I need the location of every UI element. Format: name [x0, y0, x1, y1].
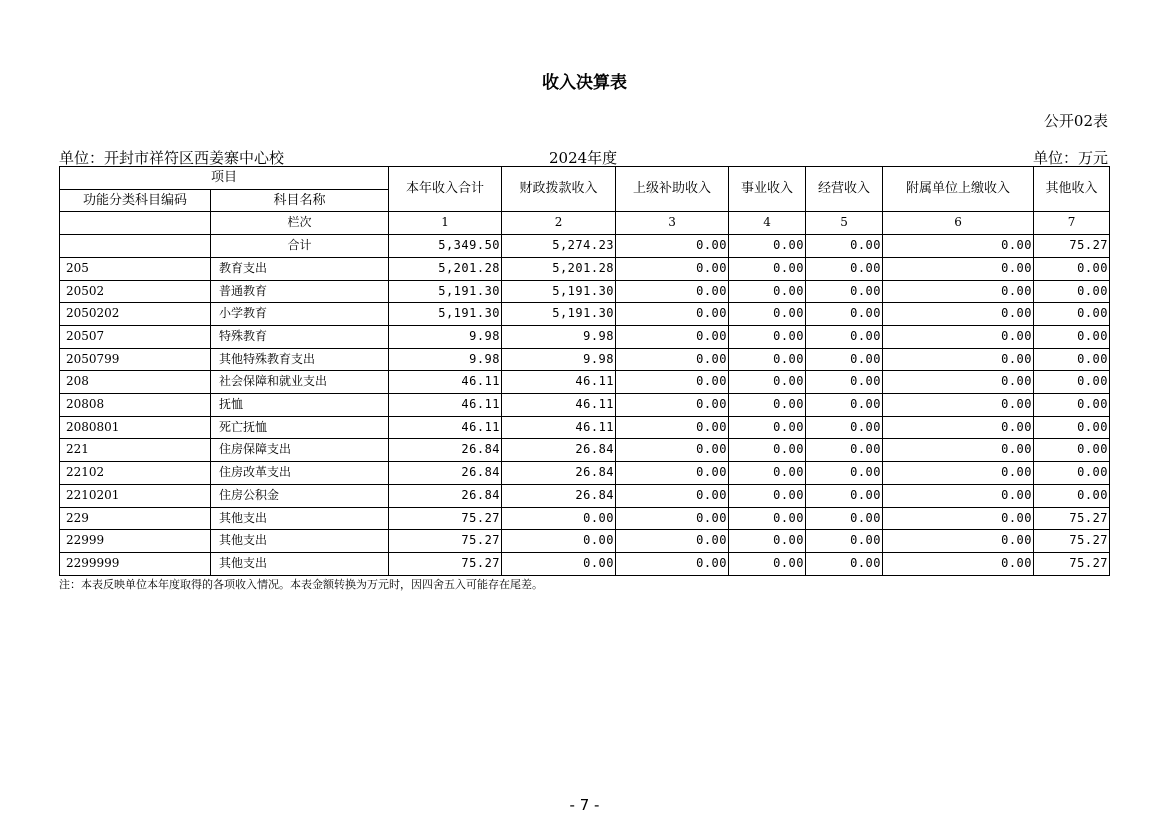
- table-row: [60, 416, 1110, 439]
- subject-name: 其他支出: [211, 507, 389, 530]
- amount-cell: 0.00: [883, 507, 1034, 530]
- amount-cell: 0.00: [806, 530, 883, 553]
- amount-cell: 0.00: [616, 257, 729, 280]
- subject-name: 社会保障和就业支出: [211, 371, 389, 394]
- amount-cell: 26.84: [389, 484, 502, 507]
- money-unit: 单位：万元: [1032, 149, 1108, 167]
- amount-cell: 0.00: [883, 439, 1034, 462]
- amount-cell: 0.00: [883, 484, 1034, 507]
- header-col-total: 本年收入合计: [389, 167, 502, 212]
- header-col-operating: 经营收入: [806, 167, 883, 212]
- column-index-row: [60, 212, 1110, 235]
- report-meta-row: [59, 147, 1108, 166]
- amount-cell: 5,274.23: [502, 235, 616, 258]
- amount-cell: 46.11: [502, 394, 616, 417]
- amount-cell: 0.00: [883, 371, 1034, 394]
- amount-cell: 0.00: [1034, 257, 1110, 280]
- subject-name: 合计: [211, 235, 389, 258]
- subject-code: 205: [60, 257, 211, 280]
- table-row: [60, 507, 1110, 530]
- amount-cell: 26.84: [502, 439, 616, 462]
- subject-name: 小学教育: [211, 303, 389, 326]
- amount-cell: 0.00: [883, 280, 1034, 303]
- header-item: 项目: [60, 167, 389, 190]
- reporting-unit: 单位：开封市祥符区西姜寨中心校: [59, 149, 285, 167]
- amount-cell: 0.00: [883, 348, 1034, 371]
- page-number: - 7 -: [569, 796, 600, 814]
- amount-cell: 26.84: [389, 462, 502, 485]
- amount-cell: 46.11: [502, 416, 616, 439]
- subject-name: 死亡抚恤: [211, 416, 389, 439]
- header-col-affiliated: 附属单位上缴收入: [883, 167, 1034, 212]
- amount-cell: 26.84: [502, 462, 616, 485]
- amount-cell: 0.00: [729, 484, 806, 507]
- amount-cell: 5,191.30: [389, 280, 502, 303]
- amount-cell: 0.00: [616, 507, 729, 530]
- subject-code: 2080801: [60, 416, 211, 439]
- column-number: 5: [806, 212, 883, 235]
- amount-cell: 0.00: [616, 303, 729, 326]
- amount-cell: 0.00: [1034, 303, 1110, 326]
- subject-code: 20808: [60, 394, 211, 417]
- amount-cell: 46.11: [389, 371, 502, 394]
- amount-cell: 46.11: [389, 416, 502, 439]
- amount-cell: 0.00: [806, 507, 883, 530]
- table-row: [60, 257, 1110, 280]
- amount-cell: 9.98: [389, 325, 502, 348]
- amount-cell: 0.00: [806, 257, 883, 280]
- header-col-fiscal: 财政拨款收入: [502, 167, 616, 212]
- amount-cell: 0.00: [806, 371, 883, 394]
- amount-cell: 0.00: [806, 348, 883, 371]
- amount-cell: 46.11: [389, 394, 502, 417]
- total-row: [60, 235, 1110, 258]
- subject-code: 229: [60, 507, 211, 530]
- amount-cell: 0.00: [1034, 348, 1110, 371]
- subject-code: [60, 235, 211, 258]
- amount-cell: 5,349.50: [389, 235, 502, 258]
- amount-cell: 0.00: [616, 462, 729, 485]
- subject-name: 其他特殊教育支出: [211, 348, 389, 371]
- amount-cell: 0.00: [806, 235, 883, 258]
- amount-cell: 0.00: [806, 484, 883, 507]
- amount-cell: 0.00: [806, 325, 883, 348]
- amount-cell: 0.00: [883, 394, 1034, 417]
- table-row: [60, 484, 1110, 507]
- subject-code: 20507: [60, 325, 211, 348]
- column-number: 1: [389, 212, 502, 235]
- amount-cell: 75.27: [1034, 552, 1110, 575]
- subject-name: 抚恤: [211, 394, 389, 417]
- amount-cell: 0.00: [1034, 371, 1110, 394]
- table-note: 注：本表反映单位本年度取得的各项收入情况。本表金额转换为万元时，因四舍五入可能存在尾差。: [59, 578, 543, 591]
- table-row: [60, 394, 1110, 417]
- header-col-superior-subsidy: 上级补助收入: [616, 167, 729, 212]
- amount-cell: 5,191.30: [502, 280, 616, 303]
- amount-cell: 0.00: [729, 280, 806, 303]
- amount-cell: 0.00: [806, 303, 883, 326]
- amount-cell: 0.00: [502, 530, 616, 553]
- amount-cell: 0.00: [729, 507, 806, 530]
- amount-cell: 75.27: [389, 530, 502, 553]
- amount-cell: 5,201.28: [502, 257, 616, 280]
- amount-cell: 0.00: [616, 439, 729, 462]
- header-name: 科目名称: [211, 189, 389, 212]
- subject-code: 2299999: [60, 552, 211, 575]
- amount-cell: 75.27: [1034, 530, 1110, 553]
- amount-cell: 75.27: [389, 507, 502, 530]
- amount-cell: 0.00: [806, 280, 883, 303]
- amount-cell: 0.00: [806, 439, 883, 462]
- amount-cell: 0.00: [1034, 325, 1110, 348]
- header-code: 功能分类科目编码: [60, 189, 211, 212]
- subject-code: 22999: [60, 530, 211, 553]
- subject-code: 20502: [60, 280, 211, 303]
- amount-cell: 5,191.30: [502, 303, 616, 326]
- subject-code: 2050202: [60, 303, 211, 326]
- amount-cell: 0.00: [729, 235, 806, 258]
- amount-cell: 0.00: [729, 530, 806, 553]
- subject-name: 教育支出: [211, 257, 389, 280]
- amount-cell: 0.00: [616, 325, 729, 348]
- amount-cell: 75.27: [389, 552, 502, 575]
- amount-cell: 26.84: [389, 439, 502, 462]
- amount-cell: 0.00: [806, 394, 883, 417]
- amount-cell: 0.00: [883, 257, 1034, 280]
- amount-cell: 0.00: [502, 507, 616, 530]
- table-row: [60, 280, 1110, 303]
- subject-code: 2210201: [60, 484, 211, 507]
- column-number: 3: [616, 212, 729, 235]
- amount-cell: 9.98: [502, 348, 616, 371]
- table-row: [60, 371, 1110, 394]
- amount-cell: 0.00: [806, 552, 883, 575]
- subject-name: 普通教育: [211, 280, 389, 303]
- amount-cell: 0.00: [1034, 484, 1110, 507]
- amount-cell: 0.00: [729, 257, 806, 280]
- amount-cell: 0.00: [1034, 280, 1110, 303]
- amount-cell: 0.00: [616, 235, 729, 258]
- amount-cell: 0.00: [729, 303, 806, 326]
- column-index-label: 栏次: [211, 212, 389, 235]
- column-number: 7: [1034, 212, 1110, 235]
- column-number: 2: [502, 212, 616, 235]
- column-number: 6: [883, 212, 1034, 235]
- subject-code: 22102: [60, 462, 211, 485]
- amount-cell: 9.98: [389, 348, 502, 371]
- amount-cell: 0.00: [616, 530, 729, 553]
- amount-cell: 0.00: [616, 280, 729, 303]
- amount-cell: 0.00: [729, 325, 806, 348]
- amount-cell: 0.00: [883, 303, 1034, 326]
- amount-cell: 0.00: [616, 394, 729, 417]
- amount-cell: 46.11: [502, 371, 616, 394]
- income-table: [59, 166, 1110, 576]
- subject-name: 住房公积金: [211, 484, 389, 507]
- subject-name: 其他支出: [211, 552, 389, 575]
- table-row: [60, 303, 1110, 326]
- amount-cell: 0.00: [1034, 394, 1110, 417]
- amount-cell: 75.27: [1034, 235, 1110, 258]
- page-title: 收入决算表: [542, 73, 627, 93]
- amount-cell: 0.00: [883, 416, 1034, 439]
- column-number: 4: [729, 212, 806, 235]
- header-col-business: 事业收入: [729, 167, 806, 212]
- amount-cell: 0.00: [1034, 439, 1110, 462]
- amount-cell: 0.00: [806, 462, 883, 485]
- form-number: 公开02表: [1043, 112, 1108, 130]
- amount-cell: 5,191.30: [389, 303, 502, 326]
- amount-cell: 0.00: [729, 416, 806, 439]
- subject-code: 221: [60, 439, 211, 462]
- amount-cell: 9.98: [502, 325, 616, 348]
- table-row: [60, 462, 1110, 485]
- table-row: [60, 348, 1110, 371]
- table-row: [60, 530, 1110, 553]
- amount-cell: 0.00: [1034, 416, 1110, 439]
- table-row: [60, 325, 1110, 348]
- amount-cell: 75.27: [1034, 507, 1110, 530]
- subject-name: 住房保障支出: [211, 439, 389, 462]
- amount-cell: 0.00: [883, 325, 1034, 348]
- amount-cell: 0.00: [616, 371, 729, 394]
- amount-cell: 0.00: [729, 394, 806, 417]
- amount-cell: 0.00: [729, 552, 806, 575]
- amount-cell: 0.00: [616, 552, 729, 575]
- table-body: [60, 235, 1110, 576]
- amount-cell: 0.00: [729, 348, 806, 371]
- amount-cell: 0.00: [502, 552, 616, 575]
- table-row: [60, 552, 1110, 575]
- amount-cell: 0.00: [729, 439, 806, 462]
- header-row-1: [60, 167, 1110, 190]
- amount-cell: 0.00: [883, 462, 1034, 485]
- header-col-other: 其他收入: [1034, 167, 1110, 212]
- table-row: [60, 439, 1110, 462]
- subject-name: 特殊教育: [211, 325, 389, 348]
- subject-name: 住房改革支出: [211, 462, 389, 485]
- amount-cell: 0.00: [1034, 462, 1110, 485]
- amount-cell: 0.00: [883, 530, 1034, 553]
- amount-cell: 26.84: [502, 484, 616, 507]
- amount-cell: 0.00: [883, 235, 1034, 258]
- amount-cell: 0.00: [616, 348, 729, 371]
- subject-code: 208: [60, 371, 211, 394]
- report-year: 2024年度: [549, 149, 618, 167]
- amount-cell: 0.00: [616, 484, 729, 507]
- subject-name: 其他支出: [211, 530, 389, 553]
- amount-cell: 0.00: [616, 416, 729, 439]
- amount-cell: 0.00: [729, 462, 806, 485]
- amount-cell: 5,201.28: [389, 257, 502, 280]
- amount-cell: 0.00: [806, 416, 883, 439]
- subject-code: 2050799: [60, 348, 211, 371]
- amount-cell: 0.00: [729, 371, 806, 394]
- amount-cell: 0.00: [883, 552, 1034, 575]
